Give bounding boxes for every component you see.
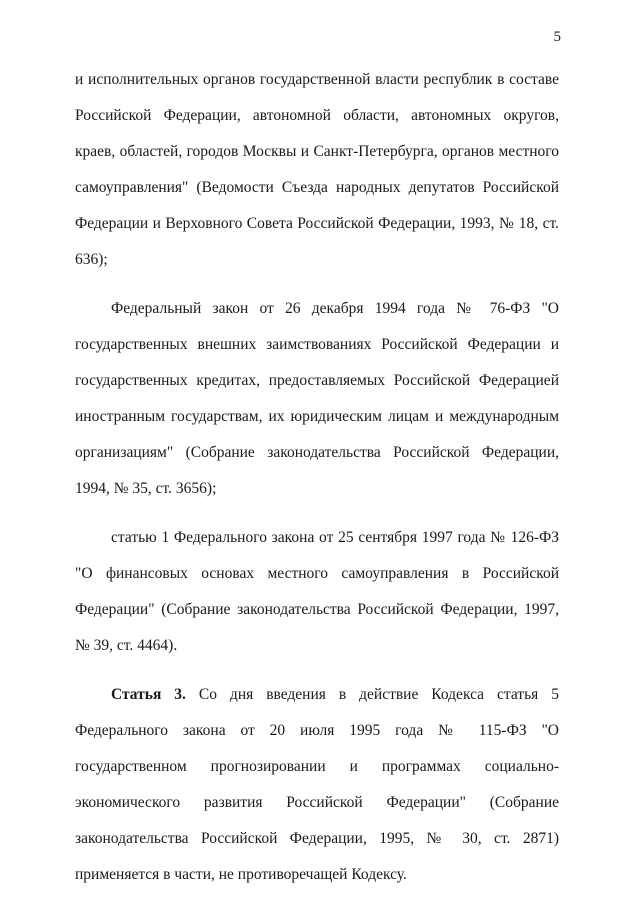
paragraph-federal-law-76: Федеральный закон от 26 декабря 1994 года № 76-ФЗ "О государственных внешних заимствованиях Российской Федерации и государственных кредитах, предоставляемых Российской Федерацией иностранным государствам, их юридическим лицам и международным организациям" (Собрание законодательства Российской Федерации, 1994, № 35, ст. 3656); bbox=[75, 300, 559, 497]
paragraph-article-3 bbox=[75, 677, 559, 893]
page-number: 5 bbox=[553, 29, 561, 45]
article-label: Статья 3. bbox=[111, 686, 186, 703]
article-text: Со дня введения в действие Кодекса статья 5 Федерального закона от 20 июля 1995 года № 115-ФЗ "О государственном прогнозировании и программах социально-экономического развития Российской Федерации" (Собрание законодательства Российской Федерации, 1995, № 30, ст. 2871) применяется в части, не противоречащей Кодексу. bbox=[75, 686, 559, 883]
document-body bbox=[75, 62, 559, 893]
paragraph-continuation: и исполнительных органов государственной власти республик в составе Российской Федерации, автономной области, автономных округов, краев, областей, городов Москвы и Санкт-Петербурга, органов местного самоуправления" (Ведомости Съезда народных депутатов Российской Федерации и Верховного Совета Российской Федерации, 1993, № 18, ст. 636); bbox=[75, 71, 559, 268]
paragraph-federal-law-126: статью 1 Федерального закона от 25 сентября 1997 года № 126-ФЗ "О финансовых основах местного самоуправления в Российской Федерации" (Собрание законодательства Российской Федерации, 1997, № 39, ст. 4464). bbox=[75, 529, 559, 654]
